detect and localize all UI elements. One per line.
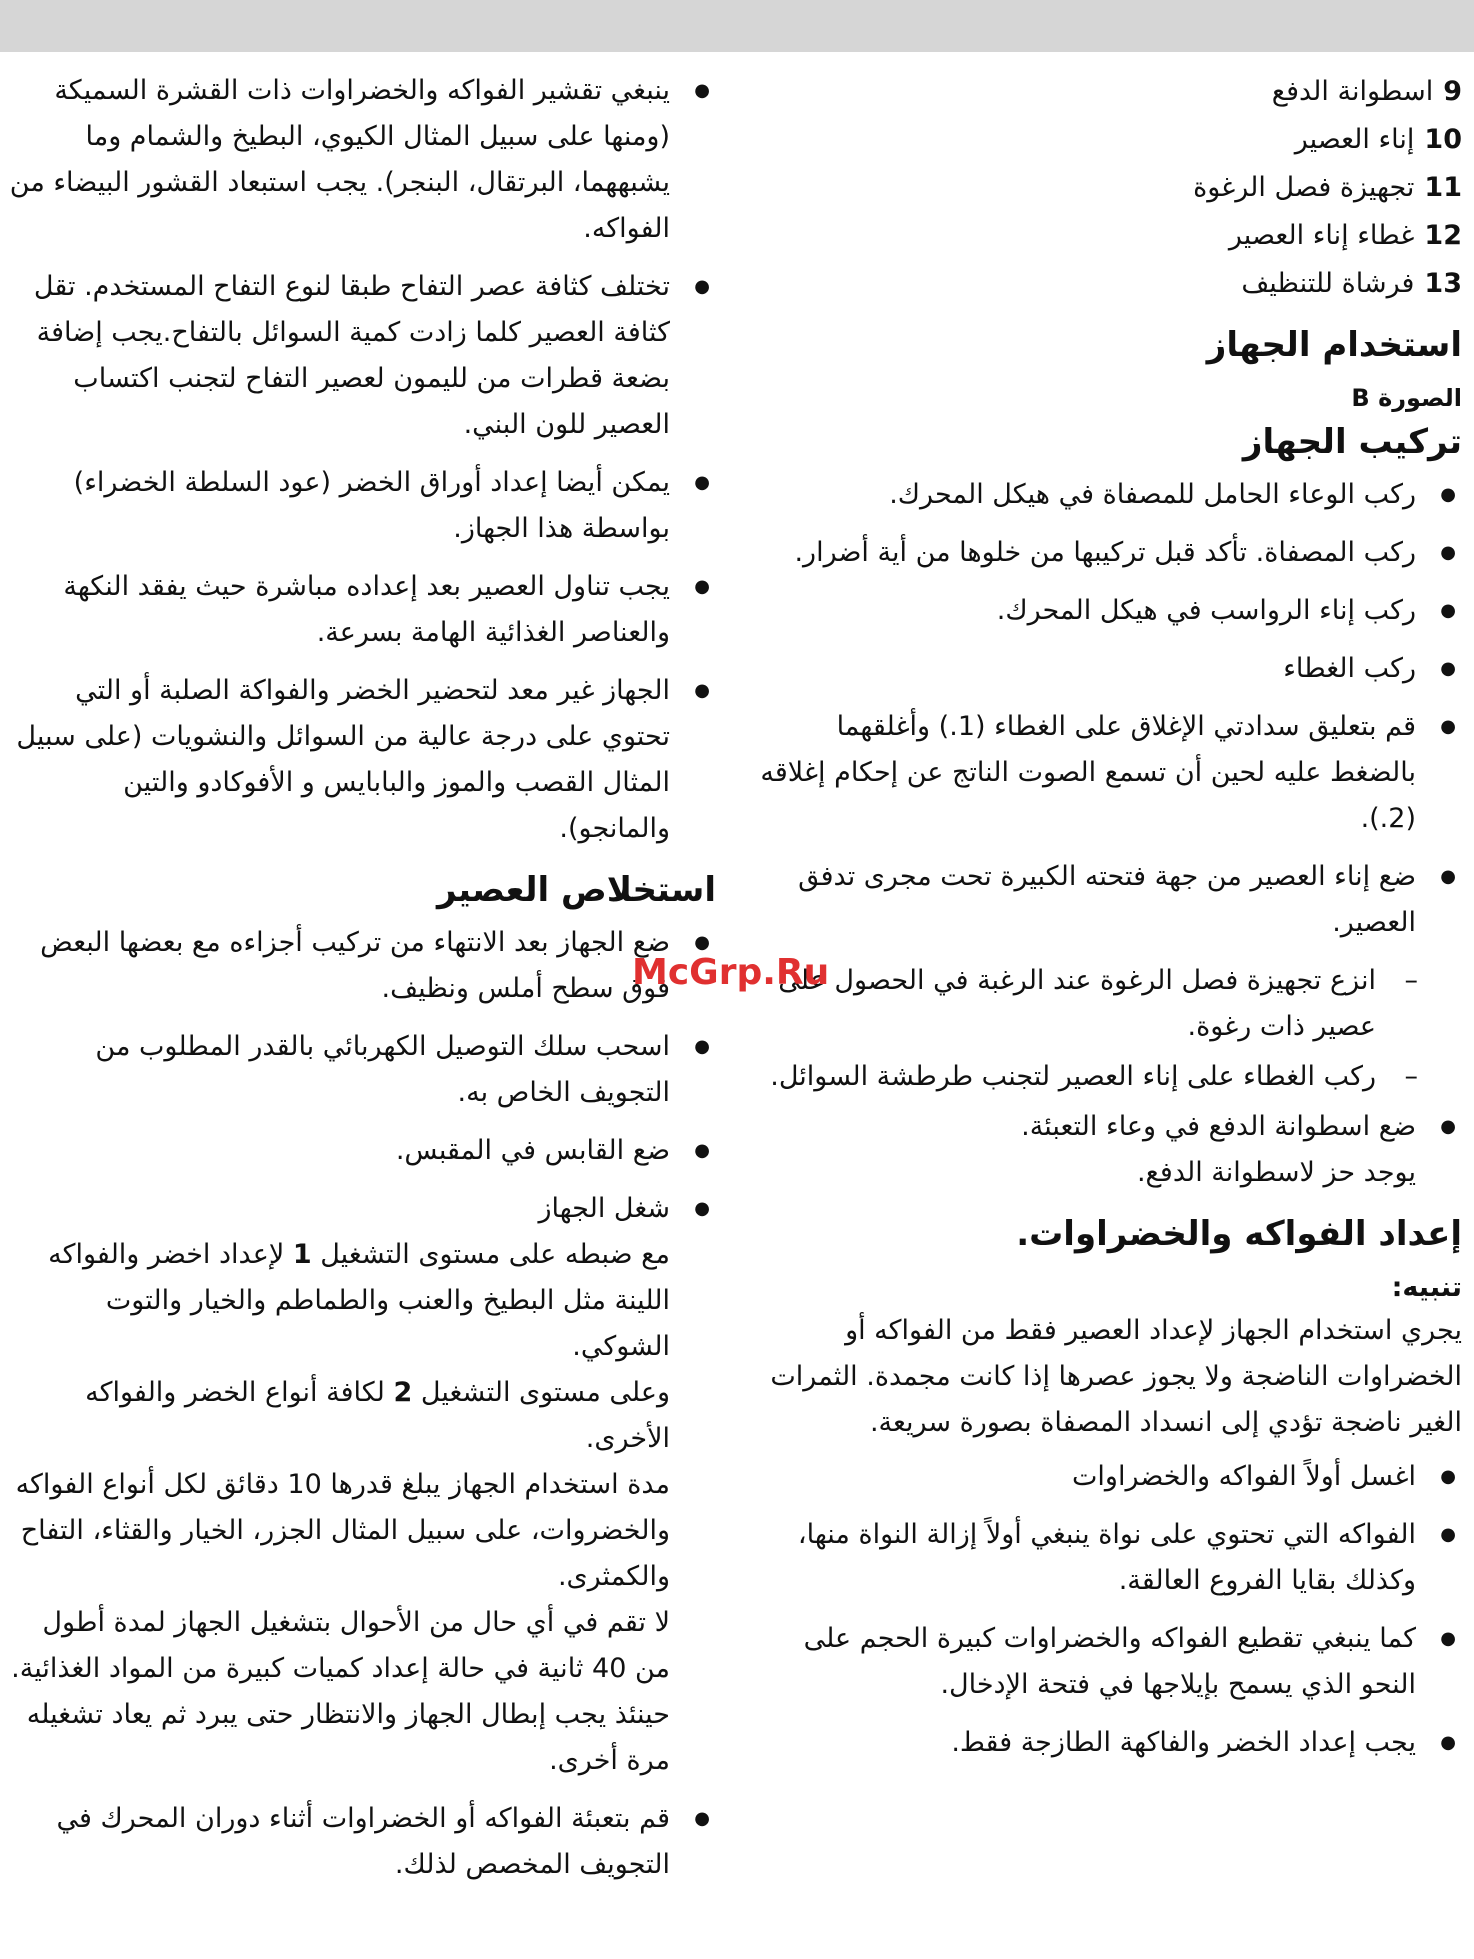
level-2-text: وعلى مستوى التشغيل 2 لكافة أنواع الخضر والفواكه الأخرى. (85, 1377, 670, 1454)
list-item: ● اغسل أولاً الفواكه والخضراوات (746, 1454, 1462, 1500)
push-note: يوجد حز لاسطوانة الدفع. (1136, 1157, 1416, 1188)
list-item: ● الفواكه التي تحتوي على نواة ينبغي أولاً إزالة النواة منها، وكذلك بقايا الفروع العالقة. (746, 1512, 1462, 1604)
warning-text: لا تقم في أي حال من الأحوال بتشغيل الجهاز لمدة أطول من 40 ثانية في حالة إعداد كميات كبيرة من المواد الغذائية. حينئذ يجب إبطال الجهاز والانتظار حتى يبرد ثم يعاد تشغيله مرة أخرى. (11, 1607, 670, 1776)
extraction-heading: استخلاص العصير (436, 870, 716, 910)
list-item: ● ركب الوعاء الحامل للمصفاة في هيكل المحرك. (746, 472, 1462, 518)
note-label: تنبيه: (1391, 1272, 1462, 1303)
parts-list (746, 68, 1462, 308)
list-item: 12غطاء إناء العصير (1228, 220, 1462, 251)
list-item: ● ضع اسطوانة الدفع في وعاء التعبئة. (746, 1104, 1462, 1150)
operate-label: ● شغل الجهاز (538, 1193, 670, 1224)
duration-text: مدة استخدام الجهاز يبلغ قدرها 10 دقائق لكل أنواع الفواكه والخضروات، على سبيل المثال الجزر، الخيار والقثاء، التفاح والكمثرى. (15, 1469, 670, 1592)
level-1-text: مع ضبطه على مستوى التشغيل 1 لإعداد اخضر والفواكه اللينة مثل البطيخ والعنب والطماطم والخيار والتوت الشوكي. (48, 1239, 670, 1362)
left-column (6, 68, 716, 1900)
list-item: ● ركب إناء الرواسب في هيكل المحرك. (746, 588, 1462, 634)
dash-item: – ركب الغطاء على إناء العصير لتجنب طرطشة السوائل. (746, 1054, 1462, 1100)
list-item: ● ضع القابس في المقبس. (6, 1128, 716, 1174)
watermark: McGrp.Ru (632, 952, 830, 993)
list-item: ● تختلف كثافة عصر التفاح طبقا لنوع التفاح المستخدم. تقل كثافة العصير كلما زادت كمية السوائل بالتفاح.يجب إضافة بضعة قطرات من لليمون لعصير التفاح لتجنب اكتساب العصير للون البني. (6, 264, 716, 448)
prep-heading: إعداد الفواكه والخضراوات. (1016, 1214, 1462, 1254)
list-item: ● يجب إعداد الخضر والفاكهة الطازجة فقط. (746, 1720, 1462, 1766)
top-header-bar (0, 0, 1474, 52)
assembly-heading: تركيب الجهاز (1242, 422, 1462, 462)
list-item: ● ينبغي تقشير الفواكه والخضراوات ذات القشرة السميكة (ومنها على سبيل المثال الكيوي، البطيخ والشمام وما يشبههما، البرتقال، البنجر). يجب استبعاد القشور البيضاء من الفواكه. (6, 68, 716, 252)
list-item: 10إناء العصير (1294, 124, 1462, 155)
list-item: ● قم بتعليق سدادتي الإغلاق على الغطاء (1.) وأغلقهما بالضغط عليه لحين أن تسمع الصوت الناتج عن إحكام إغلاقه (2.). (746, 704, 1462, 842)
list-item: ● ركب الغطاء (746, 646, 1462, 692)
list-item: ● الجهاز غير معد لتحضير الخضر والفواكة الصلبة أو التي تحتوي على درجة عالية من السوائل والنشويات (على سبيل المثال القصب والموز والبابايس و الأفوكادو والتين والمانجو). (6, 668, 716, 852)
list-item: ● ركب المصفاة. تأكد قبل تركيبها من خلوها من أية أضرار. (746, 530, 1462, 576)
list-item: ● قم بتعبئة الفواكه أو الخضراوات أثناء دوران المحرك في التجويف المخصص لذلك. (6, 1796, 716, 1888)
list-item: ● اسحب سلك التوصيل الكهربائي بالقدر المطلوب من التجويف الخاص به. (6, 1024, 716, 1116)
list-item: ● يمكن أيضا إعداد أوراق الخضر (عود السلطة الخضراء) بواسطة هذا الجهاز. (6, 460, 716, 552)
figure-label: الصورة B (1351, 384, 1462, 412)
list-item: ● كما ينبغي تقطيع الفواكه والخضراوات كبيرة الحجم على النحو الذي يسمح بإيلاجها في فتحة الإدخال. (746, 1616, 1462, 1708)
list-item: ● ضع إناء العصير من جهة فتحته الكبيرة تحت مجرى تدفق العصير. (746, 854, 1462, 946)
list-item: 11تجهيزة فصل الرغوة (1193, 172, 1462, 203)
note-text: يجري استخدام الجهاز لإعداد العصير فقط من الفواكه أو الخضراوات الناضجة ولا يجوز عصرها إذا كانت مجمدة. الثمرات الغير ناضجة تؤدي إلى انسداد المصفاة بصورة سريعة. (770, 1315, 1462, 1438)
usage-heading: استخدام الجهاز (1206, 325, 1462, 365)
right-column (746, 68, 1462, 1778)
list-item: 9اسطوانة الدفع (1271, 76, 1462, 107)
list-item: ● ضع الجهاز بعد الانتهاء من تركيب أجزاءه مع بعضها البعض فوق سطح أملس ونظيف. (6, 920, 716, 1012)
list-item (6, 1186, 716, 1784)
list-item: 13فرشاة للتنظيف (1241, 268, 1462, 299)
dash-item: – انزع تجهيزة فصل الرغوة عند الرغبة في الحصول على عصير ذات رغوة. (746, 958, 1462, 1050)
list-item: ● يجب تناول العصير بعد إعداده مباشرة حيث يفقد النكهة والعناصر الغذائية الهامة بسرعة. (6, 564, 716, 656)
